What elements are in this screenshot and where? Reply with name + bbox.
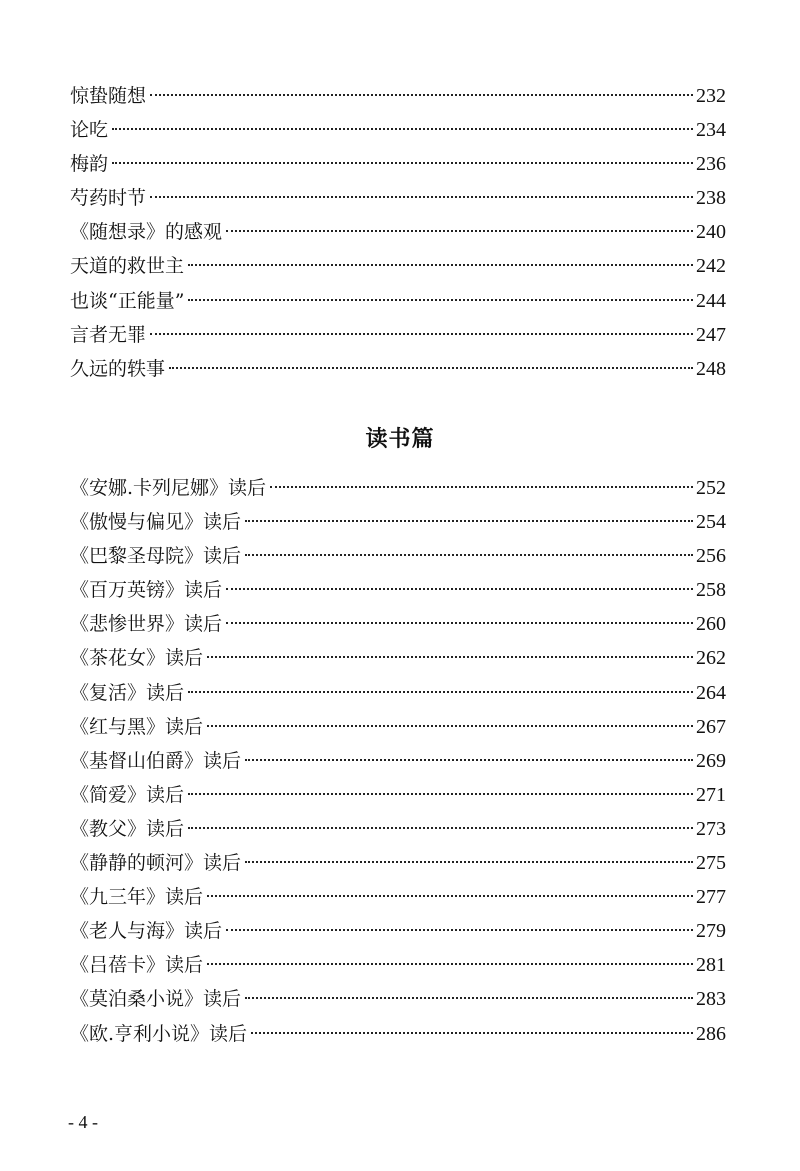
toc-entry[interactable] [70, 352, 726, 386]
toc-entry-page: 247 [696, 323, 726, 346]
dot-leader [245, 520, 693, 522]
toc-entry-page: 271 [696, 783, 726, 806]
toc-entry-page: 260 [696, 613, 726, 636]
toc-entry-title: 《红与黑》读后 [70, 715, 204, 738]
toc-entry-title: 《教父》读后 [70, 817, 185, 840]
toc-entry-page: 240 [696, 221, 726, 244]
toc-entry-title: 久远的轶事 [70, 357, 166, 380]
toc-list-reading [70, 471, 726, 1051]
toc-entry-title: 天道的救世主 [70, 255, 185, 278]
dot-leader [270, 486, 693, 488]
section-heading: 读书篇 [365, 426, 435, 452]
toc-entry-page: 267 [696, 715, 726, 738]
toc-entry-page: 264 [696, 681, 726, 704]
toc-entry-page: 275 [696, 852, 726, 875]
dot-leader [112, 128, 693, 130]
toc-entry[interactable] [70, 846, 726, 880]
dot-leader [188, 264, 693, 266]
dot-leader [188, 827, 693, 829]
toc-entry-page: 238 [696, 187, 726, 210]
toc-entry-title: 《百万英镑》读后 [70, 579, 223, 602]
toc-entry[interactable] [70, 641, 726, 675]
toc-entry-title: 《吕蓓卡》读后 [70, 954, 204, 977]
toc-entry-page: 269 [696, 749, 726, 772]
toc-entry[interactable] [70, 744, 726, 778]
toc-entry[interactable] [70, 539, 726, 573]
toc-entry-title: 《傲慢与偏见》读后 [70, 511, 242, 534]
dot-leader [226, 622, 693, 624]
toc-entry-title: 论吃 [70, 119, 109, 142]
dot-leader [188, 691, 693, 693]
toc-entry[interactable] [70, 318, 726, 352]
toc-entry[interactable] [70, 113, 726, 147]
toc-entry[interactable] [70, 505, 726, 539]
toc-entry-title: 《随想录》的感观 [70, 221, 223, 244]
dot-leader [150, 94, 693, 96]
toc-entry-title: 《巴黎圣母院》读后 [70, 545, 242, 568]
toc-entry[interactable] [70, 812, 726, 846]
toc-entry-page: 279 [696, 920, 726, 943]
page-number: - 4 - [68, 1112, 98, 1132]
dot-leader [188, 299, 693, 301]
toc-entry-title: 《欧.亨利小说》读后 [70, 1022, 248, 1045]
toc-entry-page: 242 [696, 255, 726, 278]
toc-entry-title: 也谈“正能量” [70, 289, 185, 312]
toc-entry[interactable] [70, 676, 726, 710]
dot-leader [112, 162, 693, 164]
toc-entry-page: 262 [696, 647, 726, 670]
toc-list-essays [70, 79, 726, 386]
toc-entry-page: 232 [696, 85, 726, 107]
toc-entry[interactable] [70, 79, 726, 113]
toc-entry-page: 281 [696, 954, 726, 977]
toc-entry-page: 254 [696, 511, 726, 534]
toc-entry-page: 273 [696, 817, 726, 840]
dot-leader [207, 725, 693, 727]
toc-entry[interactable] [70, 249, 726, 283]
toc-entry-title: 《茶花女》读后 [70, 647, 204, 670]
toc-entry-page: 234 [696, 119, 726, 142]
toc-entry-title: 《莫泊桑小说》读后 [70, 988, 242, 1011]
toc-entry[interactable] [70, 778, 726, 812]
toc-entry-page: 236 [696, 153, 726, 176]
toc-entry-title: 芍药时节 [70, 187, 147, 210]
toc-entry-title: 《老人与海》读后 [70, 920, 223, 943]
dot-leader [150, 333, 693, 335]
toc-entry-title: 惊蛰随想 [70, 85, 147, 107]
toc-entry[interactable] [70, 982, 726, 1016]
dot-leader [245, 554, 693, 556]
toc-entry[interactable] [70, 1017, 726, 1051]
toc-entry-title: 《简爱》读后 [70, 783, 185, 806]
toc-entry-title: 梅韵 [70, 153, 109, 176]
dot-leader [226, 929, 693, 931]
toc-entry-page: 258 [696, 579, 726, 602]
dot-leader [245, 997, 693, 999]
toc-entry[interactable] [70, 181, 726, 215]
dot-leader [207, 895, 693, 897]
toc-entry-title: 《九三年》读后 [70, 886, 204, 909]
toc-entry-page: 244 [696, 289, 726, 312]
dot-leader [207, 963, 693, 965]
toc-entry-page: 283 [696, 988, 726, 1011]
toc-entry[interactable] [70, 607, 726, 641]
toc-entry-title: 言者无罪 [70, 323, 147, 346]
dot-leader [150, 196, 693, 198]
toc-entry[interactable] [70, 880, 726, 914]
dot-leader [226, 588, 693, 590]
dot-leader [245, 759, 693, 761]
toc-entry-title: 《基督山伯爵》读后 [70, 749, 242, 772]
dot-leader [245, 861, 693, 863]
toc-entry[interactable] [70, 284, 726, 318]
toc-entry[interactable] [70, 948, 726, 982]
toc-entry[interactable] [70, 471, 726, 505]
toc-entry-title: 《静静的顿河》读后 [70, 852, 242, 875]
toc-entry[interactable] [70, 914, 726, 948]
dot-leader [169, 367, 693, 369]
toc-entry-page: 256 [696, 545, 726, 568]
toc-entry-page: 277 [696, 886, 726, 909]
toc-entry-page: 248 [696, 357, 726, 380]
dot-leader [251, 1032, 693, 1034]
dot-leader [188, 793, 693, 795]
toc-entry[interactable] [70, 573, 726, 607]
toc-entry-page: 252 [696, 477, 726, 499]
toc-entry-title: 《悲惨世界》读后 [70, 613, 223, 636]
dot-leader [226, 230, 693, 232]
toc-entry[interactable] [70, 147, 726, 181]
toc-entry[interactable] [70, 215, 726, 249]
toc-entry-page: 286 [696, 1022, 726, 1045]
toc-entry[interactable] [70, 710, 726, 744]
toc-entry-title: 《复活》读后 [70, 681, 185, 704]
dot-leader [207, 656, 693, 658]
toc-entry-title: 《安娜.卡列尼娜》读后 [70, 477, 267, 499]
